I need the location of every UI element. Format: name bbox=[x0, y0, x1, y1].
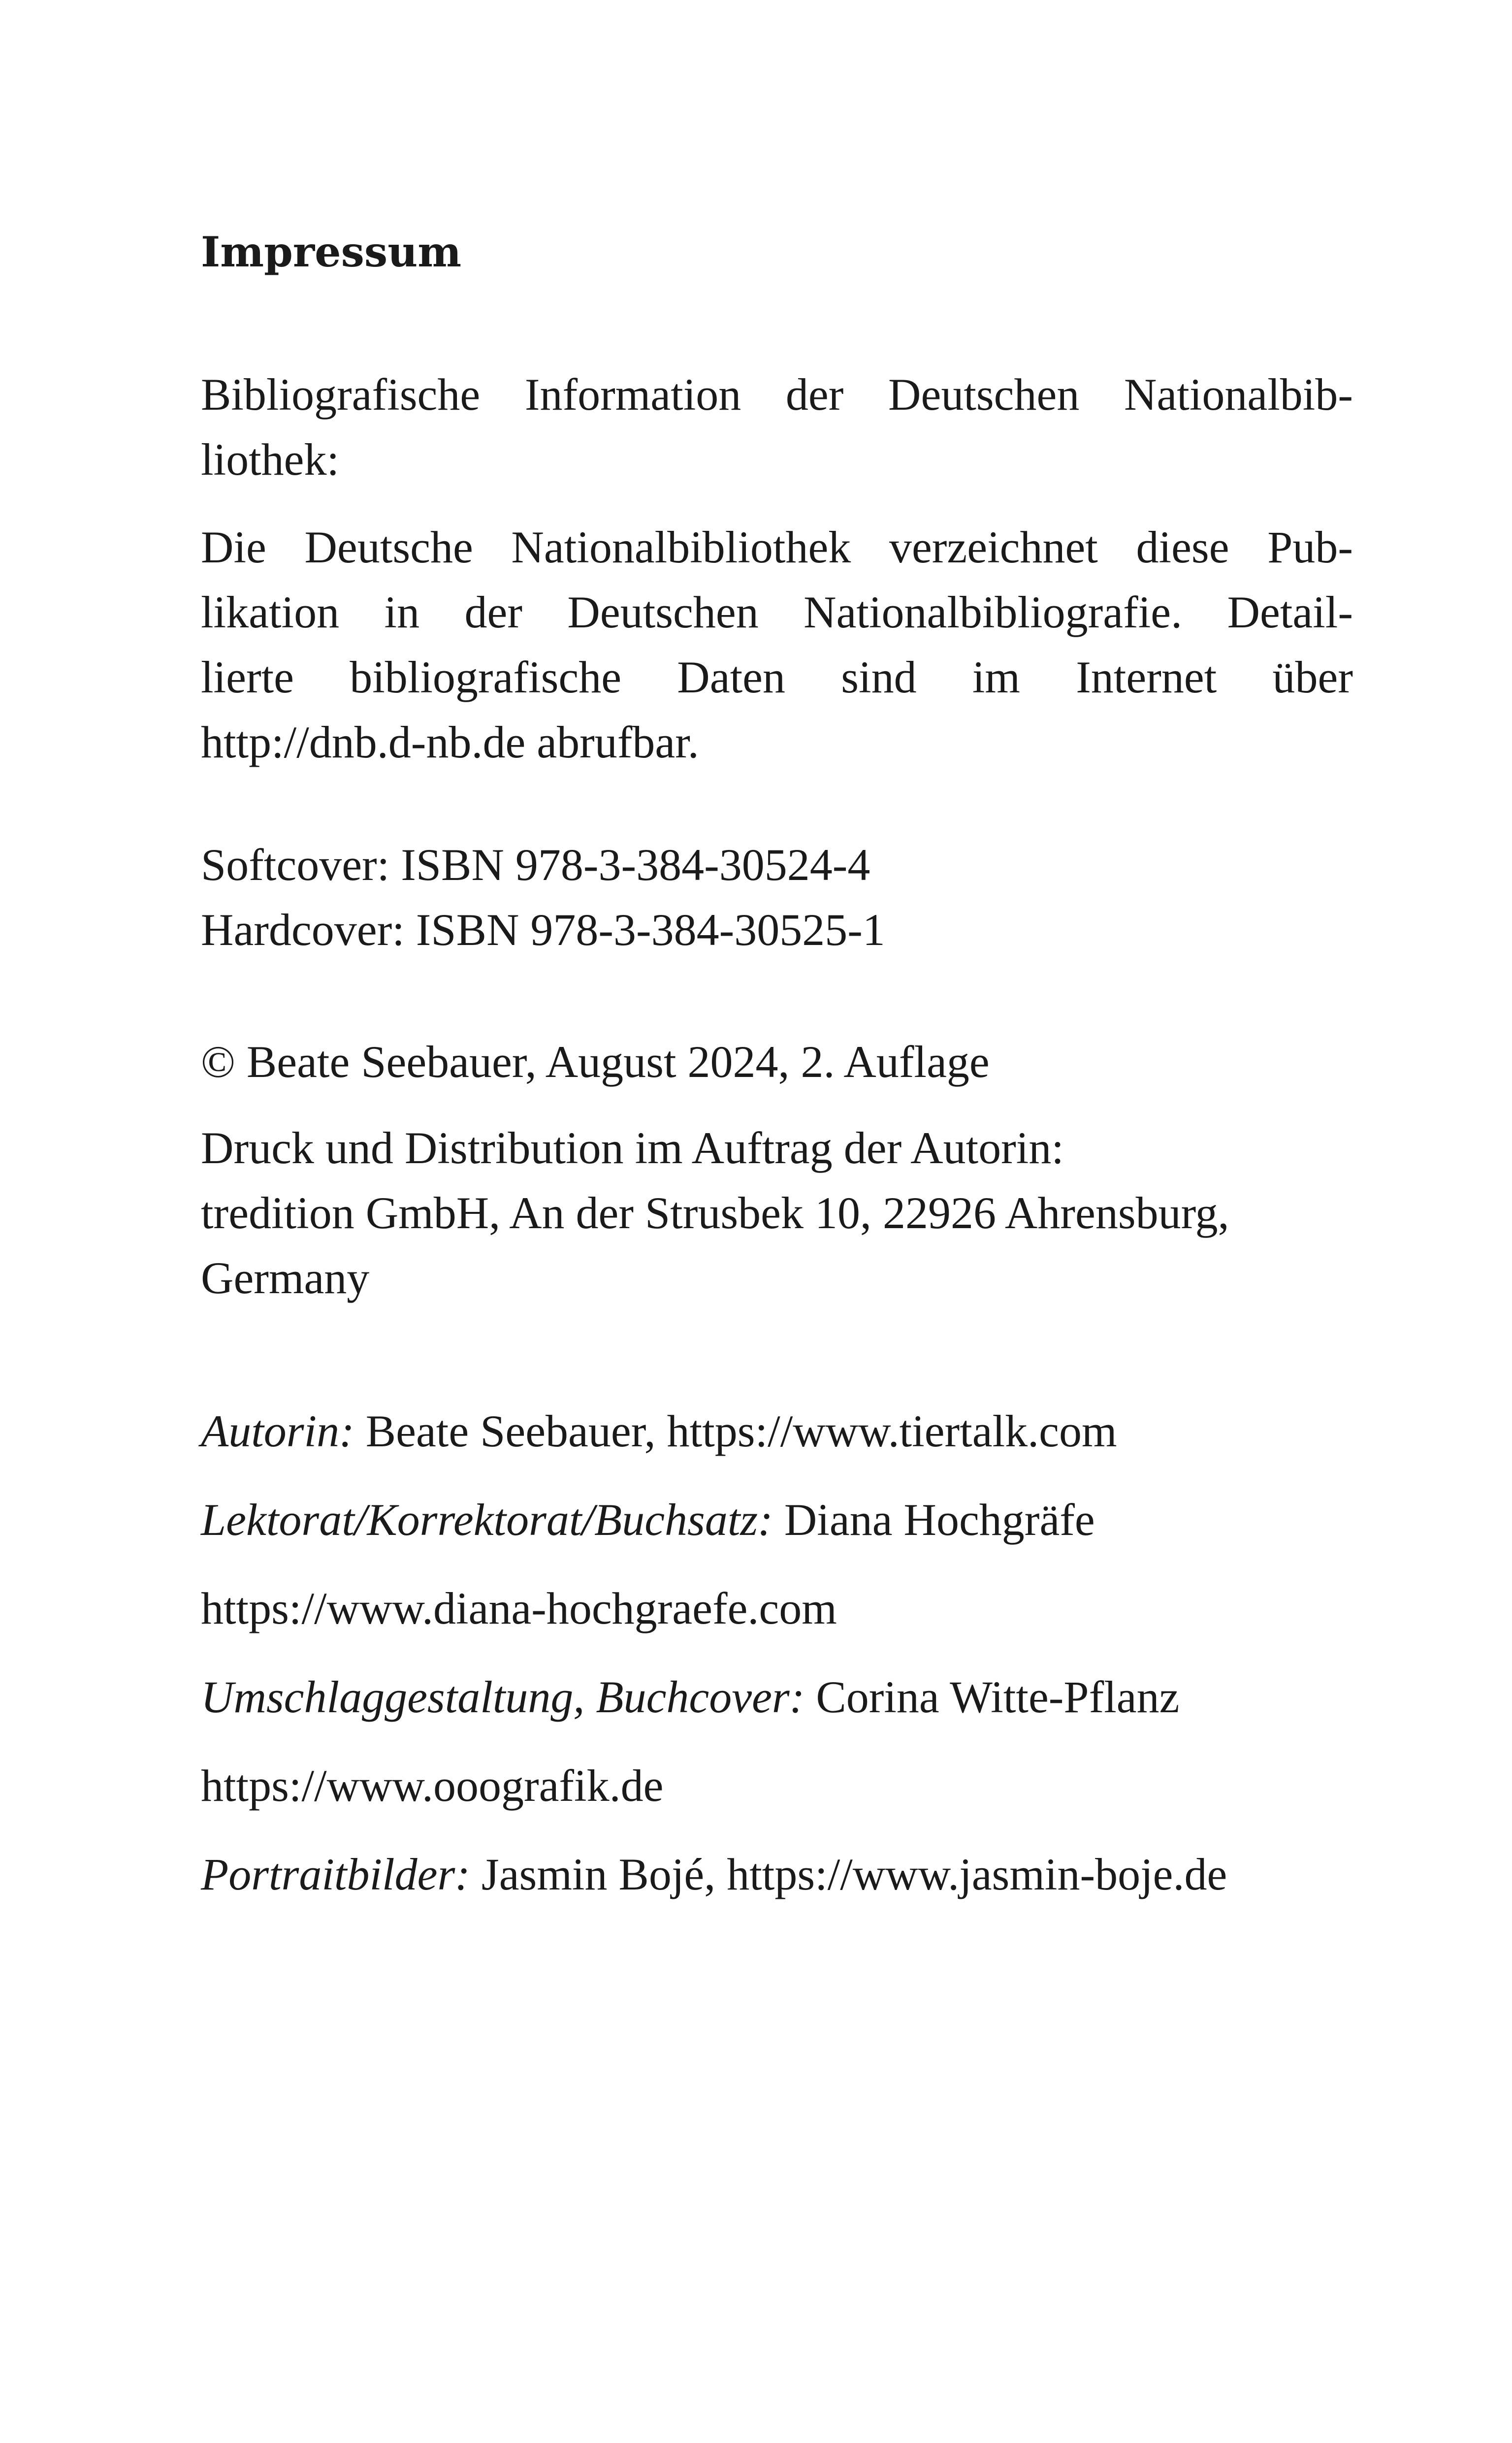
isbn-softcover: Softcover: ISBN 978-3-384-30524-4 bbox=[201, 840, 870, 890]
bibliographic-heading bbox=[201, 362, 1353, 492]
credit-cover-url-line: https://www.ooografik.de bbox=[201, 1760, 664, 1811]
print-line-2: tredition GmbH, An der Strusbek 10, 22926 Ahrensburg, bbox=[201, 1188, 1229, 1238]
credit-editing-value: Diana Hochgräfe bbox=[772, 1495, 1095, 1545]
dnb-notice-line-1: Die Deutsche Nationalbibliothek verzeichnet diese Pub- bbox=[201, 522, 1353, 572]
credit-author-line bbox=[201, 1399, 1353, 1464]
credit-editing bbox=[201, 1487, 1353, 1552]
credit-author-value: Beate Seebauer, https://www.tiertalk.com bbox=[354, 1406, 1117, 1456]
credit-editing-url bbox=[201, 1576, 1353, 1641]
dnb-notice-line-2: likation in der Deutschen Nationalbibliografie. Detail- bbox=[201, 587, 1353, 637]
credit-portrait-line bbox=[201, 1842, 1353, 1907]
copyright-line: © Beate Seebauer, August 2024, 2. Auflage bbox=[201, 1037, 990, 1087]
dnb-notice bbox=[201, 515, 1353, 775]
credit-portrait-role: Portraitbilder: bbox=[201, 1849, 470, 1899]
copyright-notice bbox=[201, 1029, 1353, 1094]
credit-cover bbox=[201, 1664, 1353, 1729]
credit-cover-role: Umschlaggestaltung, Buchcover: bbox=[201, 1672, 805, 1722]
page-title: Impressum bbox=[201, 228, 462, 276]
credit-cover-value: Corina Witte-Pflanz bbox=[804, 1672, 1180, 1722]
dnb-notice-line-3: lierte bibliografische Daten sind im Internet über bbox=[201, 652, 1353, 702]
credit-author bbox=[201, 1399, 1353, 1464]
credit-portrait-value: Jasmin Bojé, https://www.jasmin-boje.de bbox=[470, 1849, 1227, 1899]
credit-portrait bbox=[201, 1842, 1353, 1907]
print-line-1: Druck und Distribution im Auftrag der Autorin: bbox=[201, 1123, 1064, 1173]
credit-author-role: Autorin: bbox=[201, 1406, 354, 1456]
credit-editing-line bbox=[201, 1487, 1353, 1552]
credit-editing-url-line: https://www.diana-hochgraefe.com bbox=[201, 1583, 837, 1633]
credit-cover-line bbox=[201, 1664, 1353, 1729]
bibliographic-heading-line-1: Bibliografische Information der Deutschen Nationalbib- bbox=[201, 369, 1353, 420]
dnb-notice-line-4: http://dnb.d-nb.de abrufbar. bbox=[201, 717, 699, 767]
isbn-hardcover: Hardcover: ISBN 978-3-384-30525-1 bbox=[201, 905, 885, 955]
print-distribution bbox=[201, 1115, 1353, 1310]
print-line-3: Germany bbox=[201, 1253, 370, 1303]
isbn-block bbox=[201, 832, 1353, 962]
bibliographic-heading-line-2: liothek: bbox=[201, 434, 340, 485]
credit-editing-role: Lektorat/Korrektorat/Buchsatz: bbox=[201, 1495, 773, 1545]
credit-cover-url bbox=[201, 1753, 1353, 1818]
